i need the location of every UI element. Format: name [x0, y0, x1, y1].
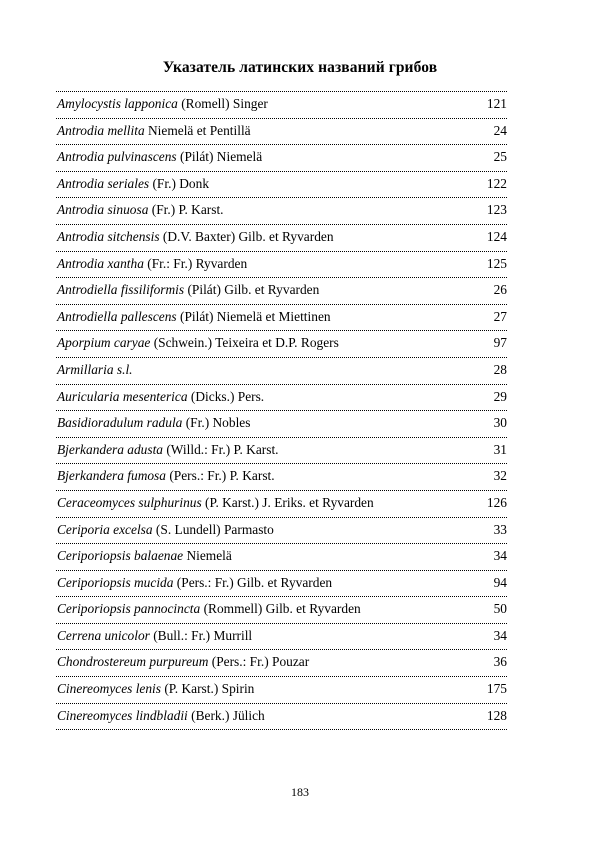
page-reference: 34	[493, 627, 507, 643]
page-reference: 175	[486, 681, 507, 697]
entry-name	[57, 415, 250, 431]
species-name: Antrodia sitchensis	[57, 228, 160, 244]
author-name: (Pers.: Fr.) Pouzar	[208, 654, 310, 670]
page-number: 183	[291, 785, 309, 799]
entry-name	[57, 229, 334, 245]
page-reference: 122	[486, 175, 507, 191]
entry-name	[57, 654, 309, 670]
entry-name	[57, 681, 254, 697]
entry-name	[57, 389, 264, 405]
page-reference: 50	[493, 601, 507, 617]
page-reference: 24	[493, 122, 507, 138]
entry-name	[57, 601, 361, 617]
index-row	[56, 172, 507, 199]
author-name: (P. Karst.) Spirin	[161, 681, 255, 697]
entry-name	[57, 442, 279, 458]
species-name: Ceraceomyces sulphurinus	[57, 494, 202, 510]
index-row	[56, 252, 507, 279]
page-reference: 97	[493, 335, 507, 351]
author-name: (Bull.: Fr.) Murrill	[149, 627, 253, 643]
entry-name	[57, 335, 339, 351]
species-name: Antrodia pulvinascens	[57, 149, 177, 165]
index-row	[56, 145, 507, 172]
index-row	[56, 704, 507, 731]
entry-name	[57, 123, 251, 139]
species-name: Auricularia mesenterica	[57, 388, 188, 404]
page-reference: 121	[486, 96, 507, 111]
index-row	[56, 624, 507, 651]
species-name: Cerrena unicolor	[57, 627, 150, 643]
index-row	[56, 411, 507, 438]
species-name: Ceriporiopsis pannocincta	[57, 601, 201, 617]
species-name: Ceriporiopsis balaenae	[57, 548, 184, 564]
author-name: (Rommell) Gilb. et Ryvarden	[200, 601, 361, 617]
page-reference: 27	[493, 308, 507, 324]
author-name: (Romell) Singer	[177, 96, 268, 111]
author-name: (Pers.: Fr.) P. Karst.	[165, 468, 275, 484]
author-name: Niemelä et Pentillä	[144, 122, 251, 138]
entry-name	[57, 309, 331, 325]
entry-name	[57, 628, 252, 644]
species-name: Antrodia xantha	[57, 255, 144, 271]
species-name: Bjerkandera fumosa	[57, 468, 166, 484]
species-name: Bjerkandera adusta	[57, 441, 163, 457]
species-name: Aporpium caryae	[57, 335, 151, 351]
index-row	[56, 278, 507, 305]
page-reference: 30	[493, 415, 507, 431]
page-reference: 128	[486, 707, 507, 723]
page-reference: 94	[493, 574, 507, 590]
page-reference: 36	[493, 654, 507, 670]
entry-name	[57, 256, 247, 272]
page-title: Указатель латинских названий грибов	[162, 59, 438, 76]
species-name: Amylocystis lapponica	[57, 96, 178, 111]
entry-name	[57, 495, 374, 511]
entry-name	[57, 575, 332, 591]
index-row	[56, 385, 507, 412]
index-row	[56, 119, 507, 146]
species-name: Cinereomyces lindbladii	[57, 707, 188, 723]
author-name: (S. Lundell) Parmasto	[152, 521, 274, 537]
entry-name	[57, 176, 209, 192]
index-row	[56, 544, 507, 571]
species-name: Antrodia sinuosa	[57, 202, 149, 218]
author-name: (Fr.) Nobles	[182, 415, 251, 431]
entry-name	[57, 149, 262, 165]
author-name: (Schwein.) Teixeira et D.P. Rogers	[150, 335, 339, 351]
entry-name	[57, 548, 232, 564]
author-name: (Pilát) Gilb. et Ryvarden	[184, 282, 320, 298]
species-name: Basidioradulum radula	[57, 415, 183, 431]
author-name: (Fr.) Donk	[149, 175, 210, 191]
entry-name	[57, 708, 265, 724]
author-name: (Pilát) Niemelä	[176, 149, 263, 165]
species-name: Antrodia mellita	[57, 122, 145, 138]
page-reference: 123	[486, 202, 507, 218]
index-row	[56, 438, 507, 465]
index-row	[56, 358, 507, 385]
author-name: (Pers.: Fr.) Gilb. et Ryvarden	[173, 574, 333, 590]
species-name: Armillaria s.l.	[57, 361, 133, 377]
page-reference: 25	[493, 149, 507, 165]
page-reference: 126	[486, 494, 507, 510]
entry-name	[57, 202, 224, 218]
author-name: (Berk.) Jülich	[187, 707, 265, 723]
species-name: Antrodia seriales	[57, 175, 150, 191]
index-row	[56, 491, 507, 518]
entry-name	[57, 282, 319, 298]
index-table	[56, 91, 507, 730]
author-name: (Pilát) Niemelä et Miettinen	[176, 308, 331, 324]
index-row	[56, 571, 507, 598]
author-name: (Willd.: Fr.) P. Karst.	[163, 441, 279, 457]
species-name: Ceriporia excelsa	[57, 521, 153, 537]
entry-name	[57, 362, 133, 378]
species-name: Antrodiella pallescens	[57, 308, 177, 324]
index-row	[56, 464, 507, 491]
index-row	[56, 305, 507, 332]
index-row	[56, 225, 507, 252]
index-row	[56, 677, 507, 704]
page-reference: 124	[486, 228, 507, 244]
page-reference: 29	[493, 388, 507, 404]
index-row	[56, 518, 507, 545]
species-name: Chondrostereum purpureum	[57, 654, 209, 670]
page-reference: 34	[493, 548, 507, 564]
author-name: (D.V. Baxter) Gilb. et Ryvarden	[159, 228, 334, 244]
entry-name	[57, 522, 274, 538]
index-row	[56, 597, 507, 624]
index-row	[56, 198, 507, 225]
author-name: (Fr.: Fr.) Ryvarden	[143, 255, 248, 271]
page-reference: 26	[493, 282, 507, 298]
entry-name	[57, 96, 268, 112]
index-row	[56, 331, 507, 358]
page-reference: 33	[493, 521, 507, 537]
page-reference: 125	[486, 255, 507, 271]
page-reference: 31	[493, 441, 507, 457]
entry-name	[57, 468, 275, 484]
page-reference: 28	[493, 361, 507, 377]
species-name: Ceriporiopsis mucida	[57, 574, 174, 590]
author-name: (Dicks.) Pers.	[187, 388, 265, 404]
index-row	[56, 92, 507, 119]
species-name: Antrodiella fissiliformis	[57, 282, 185, 298]
page-reference: 32	[493, 468, 507, 484]
index-row	[56, 650, 507, 677]
author-name: (Fr.) P. Karst.	[148, 202, 224, 218]
species-name: Cinereomyces lenis	[57, 681, 161, 697]
author-name: (P. Karst.) J. Eriks. et Ryvarden	[201, 494, 374, 510]
author-name: Niemelä	[183, 548, 232, 564]
